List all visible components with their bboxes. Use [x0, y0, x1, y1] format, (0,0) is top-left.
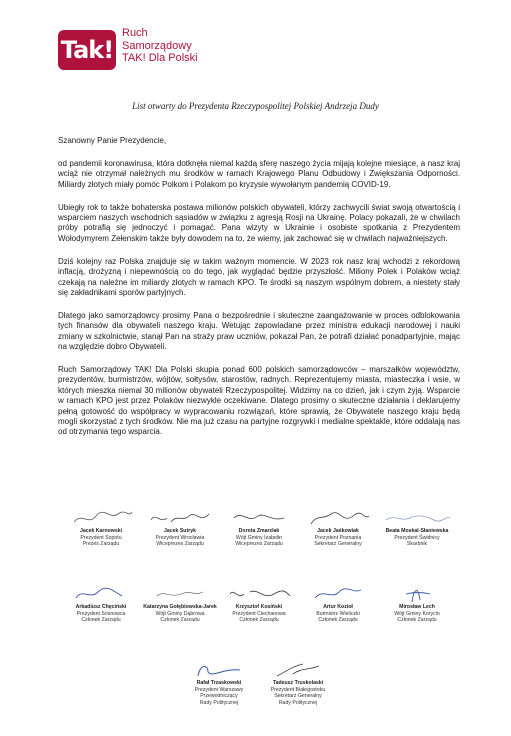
signatory-name: Tadeusz Truskolaski	[272, 680, 324, 686]
signatory-name: Beata Moskal-Słaniewska	[385, 528, 449, 534]
logo-text	[122, 27, 198, 65]
signature-block	[216, 508, 302, 548]
handwritten-signature	[303, 508, 373, 528]
logo	[58, 24, 208, 79]
handwritten-signature	[382, 508, 452, 528]
handwritten-signature	[303, 584, 373, 604]
handwritten-signature	[184, 660, 254, 680]
logo-line: Ruch	[122, 27, 148, 39]
signature-row	[58, 660, 460, 736]
signatory-role: Prezydent Wrocławia Wiceprezes Zarządu	[155, 534, 205, 548]
signatory-role: Prezydent Białegostoku Sekretarz Generalny Rady Politycznej	[270, 686, 326, 706]
signature-block	[374, 508, 460, 548]
signature-block	[255, 660, 341, 706]
logo-mark: Tak!	[58, 30, 116, 70]
signatory-name: Artur Kozioł	[323, 604, 353, 610]
signature-block	[137, 584, 223, 624]
signature-block	[295, 508, 381, 548]
signatory-role: Wójt Gminy Korycin Członek Zarządu	[394, 610, 440, 624]
handwritten-signature	[66, 584, 136, 604]
signatory-role: Prezydent Warszawy Przewodniczący Rady Politycznej	[194, 686, 244, 706]
paragraph: Ubiegły rok to także bohaterska postawa milionów polskich obywateli, którzy zachwycili świat swoją otwartością i wsparciem naszych wschodnich sąsiadów w związku z agresją Rosji na Ukrainę. Polacy pokazali, że w chwilach próby potrafią się jednoczyć i pomagać. Pana wizyty w Ukrainie i osobiste spotkania z Prezydentem Wołodymyrem Zełenskim także były dowodem na to, że wiemy, jak zachować się w chwilach najważniejszych.	[58, 202, 460, 243]
handwritten-signature	[382, 584, 452, 604]
handwritten-signature	[224, 508, 294, 528]
paragraph: od pandemii koronawirusa, która dotknęła niemal każdą sferę naszego życia mijają kolejne miesiące, a nasz kraj wciąż nie otrzymał należnych mu środków w ramach Krajowego Planu Odbudowy i Zwiększania Odporności. Miliardy złotych miały pomóc Polkom i Polakom po kryzysie wywołanym pandemią COVID-19.	[58, 158, 460, 189]
greeting: Szanowny Panie Prezydencie,	[58, 136, 167, 145]
letter-title: List otwarty do Prezydenta Rzeczypospolitej Polskiej Andrzeja Dudy	[132, 101, 379, 111]
signatory-name: Dorota Zmarzlak	[238, 528, 280, 534]
paragraph: Ruch Samorządowy TAK! Dla Polski skupia ponad 600 polskich samorządowców – marszałków województw, prezydentów, burmistrzów, wójtów, sołtysów, starostów, radnych. Reprezentujemy miasta, miasteczka i wsie, w których mieszka niemal 30 milionów obywateli Rzeczypospolitej. Widzimy na co dzień, jak i czym żyją. Wsparcie w ramach KPO jest przez Polaków niezwykle oczekiwane. Dlatego prosimy o skuteczne działania i deklarujemy pełną gotowość do współpracy w wypracowaniu rozwiązań, które sprawią, że Obywatele naszego kraju będą mogli skorzystać z tych środków. Nie ma już czasu na partyjne rozgrywki i medialne spektakle, które oddalają nas od otrzymania tego wsparcia.	[58, 365, 460, 437]
signatory-name: Jacek Jaśkowiak	[317, 528, 359, 534]
signatory-name: Katarzyna Gołębiowska-Jarek	[143, 604, 217, 610]
signatory-role: Wójt Gminy Dąbrowa Członek Zarządu	[155, 610, 205, 624]
handwritten-signature	[66, 508, 136, 528]
signature-block	[216, 584, 302, 624]
signature-block	[176, 660, 262, 706]
signatures	[58, 508, 460, 736]
signature-row	[58, 584, 460, 660]
signature-row	[58, 508, 460, 584]
paragraph: Dlatego jako samorządowcy prosimy Pana o bezpośrednie i skuteczne zaangażowanie w proces odblokowania tych finansów dla obywateli naszego kraju. Wetując zapowiadane przez ministra edukacji narodowej i nauki zmiany w szkolnictwie, stanął Pan na straży praw uczniów, pokazał Pan, że potrafi działać ponadpartyjnie, mając na względzie dobro Obywateli.	[58, 310, 460, 352]
signature-block	[58, 508, 144, 548]
signature-block	[374, 584, 460, 624]
signatory-name: Jacek Sutryk	[163, 528, 196, 534]
handwritten-signature	[224, 584, 294, 604]
logo-line: TAK! Dla Polski	[122, 52, 198, 64]
signatory-name: Krzysztof Kosiński	[235, 604, 283, 610]
signatory-role: Burmistrz Wieliczki Członek Zarządu	[316, 610, 360, 624]
signatory-role: Prezydent Poznania Sekretarz Generalny	[314, 534, 362, 548]
handwritten-signature	[263, 660, 333, 680]
signature-block	[137, 508, 223, 548]
signatory-role: Prezydent Sopotu Prezes Zarządu	[80, 534, 122, 548]
signatory-role: Prezydent Świdnicy Skarbnik	[394, 534, 440, 548]
signatory-role: Wójt Gminy Izabelin Wiceprezes Zarządu	[235, 534, 283, 548]
signature-block	[295, 584, 381, 624]
signatory-role: Prezydent Ciechanowa Członek Zarządu	[232, 610, 286, 624]
signatory-name: Jacek Karnowski	[79, 528, 123, 534]
signatory-role: Prezydent Sosnowca Członek Zarządu	[76, 610, 126, 624]
signatory-name: Arkadiusz Chęciński	[75, 604, 127, 610]
signatory-name: Mirosław Lech	[399, 604, 435, 610]
handwritten-signature	[145, 508, 215, 528]
logo-line: Samorządowy	[122, 39, 192, 52]
paragraph: Dziś kolejny raz Polska znajduje się w takim ważnym momencie. W 2023 rok nasz kraj wchodzi z rekordową inflacją, drożyzną i niepewnością co do tego, jak wyglądać będzie przyszłość. Miliony Polek i Polaków wciąż czekają na należne im miliardy złotych w ramach KPO. Te środki są naszym wspólnym dobrem, a niestety stały się zakładnikami sporów partyjnych.	[58, 256, 460, 297]
signature-block	[58, 584, 144, 624]
signatory-name: Rafał Trzaskowski	[196, 680, 242, 686]
letter-body	[58, 136, 460, 450]
handwritten-signature	[145, 584, 215, 604]
